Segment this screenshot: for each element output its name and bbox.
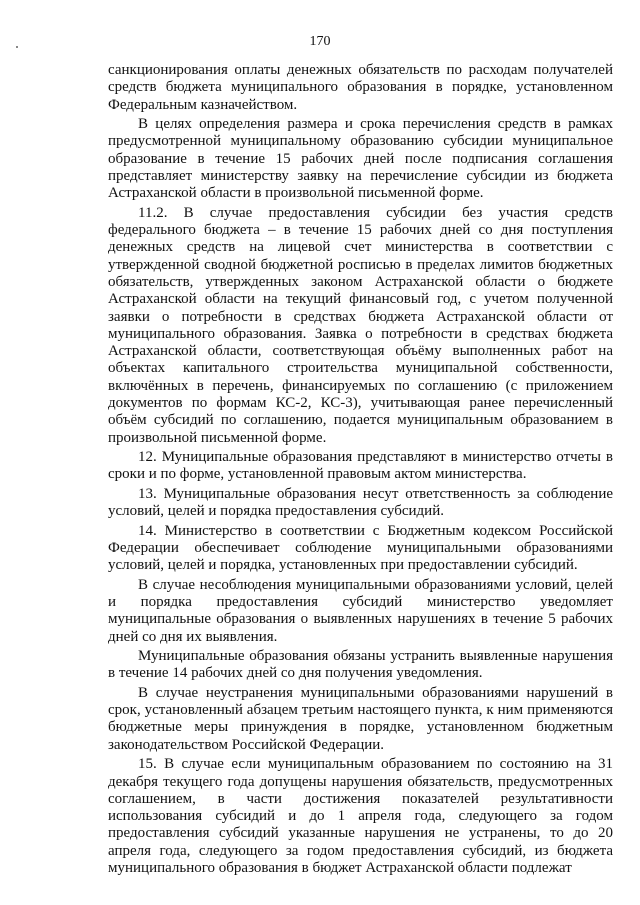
paragraph: 14. Министерство в соответствии с Бюджетным кодексом Российской Федерации обеспечивает соблюдение муниципальными образованиями условий, целей и порядка, установленных при предоставлении субсидий. xyxy=(108,522,613,574)
paragraph: санкционирования оплаты денежных обязательств по расходам получателей средств бюджета муниципального образования в порядке, установленном Федеральным казначейством. xyxy=(108,62,613,113)
page-number: 170 xyxy=(309,34,331,49)
paragraph: В случае несоблюдения муниципальными образованиями условий, целей и порядка предоставления субсидий министерство уведомляет муниципальные образования о выявленных нарушениях в течение 5 рабочих дней со дня их выявления. xyxy=(108,576,613,645)
paragraph: 13. Муниципальные образования несут ответственность за соблюдение условий, целей и порядка предоставления субсидий. xyxy=(108,485,613,520)
paragraph: 15. В случае если муниципальным образованием по состоянию на 31 декабря текущего года допущены нарушения обязательств, предусмотренных соглашением, в части достижения показателей результативности использования субсидий и до 1 апреля года, следующего за годом предоставления субсидий указанные нарушения не устранены, то до 20 апреля года, следующего за годом предоставления субсидий, из бюджета муниципального образования в бюджет Астраханской области подлежат xyxy=(108,756,613,877)
paragraph: 11.2. В случае предоставления субсидии без участия средств федерального бюджета – в течение 15 рабочих дней со дня поступления денежных средств на лицевой счет министерства в соответствии с утвержденной сводной бюджетной росписью в пределах лимитов бюджетных обязательств, утвержденных законом Астраханской области о бюджете Астраханской области на текущий финансовый год, с учетом полученной заявки о потребности в средствах бюджета Астраханской области от муниципального образования. Заявка о потребности в средствах бюджета Астраханской области, соответствующая объёму выполненных работ на объектах капитального строительства муниципальной собственности, включённых в перечень, финансируемых по соглашению (с приложением документов по формам КС-2, КС-3), учитывающая ранее перечисленный объём субсидий по соглашению, подается муниципальным образованием в произвольной письменной форме. xyxy=(108,204,613,446)
paragraph: 12. Муниципальные образования представляют в министерство отчеты в сроки и по форме, установленной правовым актом министерства. xyxy=(108,449,613,483)
paragraph: В случае неустранения муниципальными образованиями нарушений в срок, установленный абзацем третьим настоящего пункта, к ним применяются бюджетные меры принуждения в порядке, установленном бюджетным законодательством Российской Федерации. xyxy=(108,684,613,753)
paragraph: В целях определения размера и срока перечисления средств в рамках предусмотренной муниципальному образованию субсидии муниципальное образование в течение 15 рабочих дней после подписания соглашения представляет министерству заявку на перечисление субсидии из бюджета Астраханской области в произвольной письменной форме. xyxy=(108,116,613,202)
paragraph: Муниципальные образования обязаны устранить выявленные нарушения в течение 14 рабочих дней со дня получения уведомления. xyxy=(108,648,613,682)
body-text xyxy=(108,62,613,880)
